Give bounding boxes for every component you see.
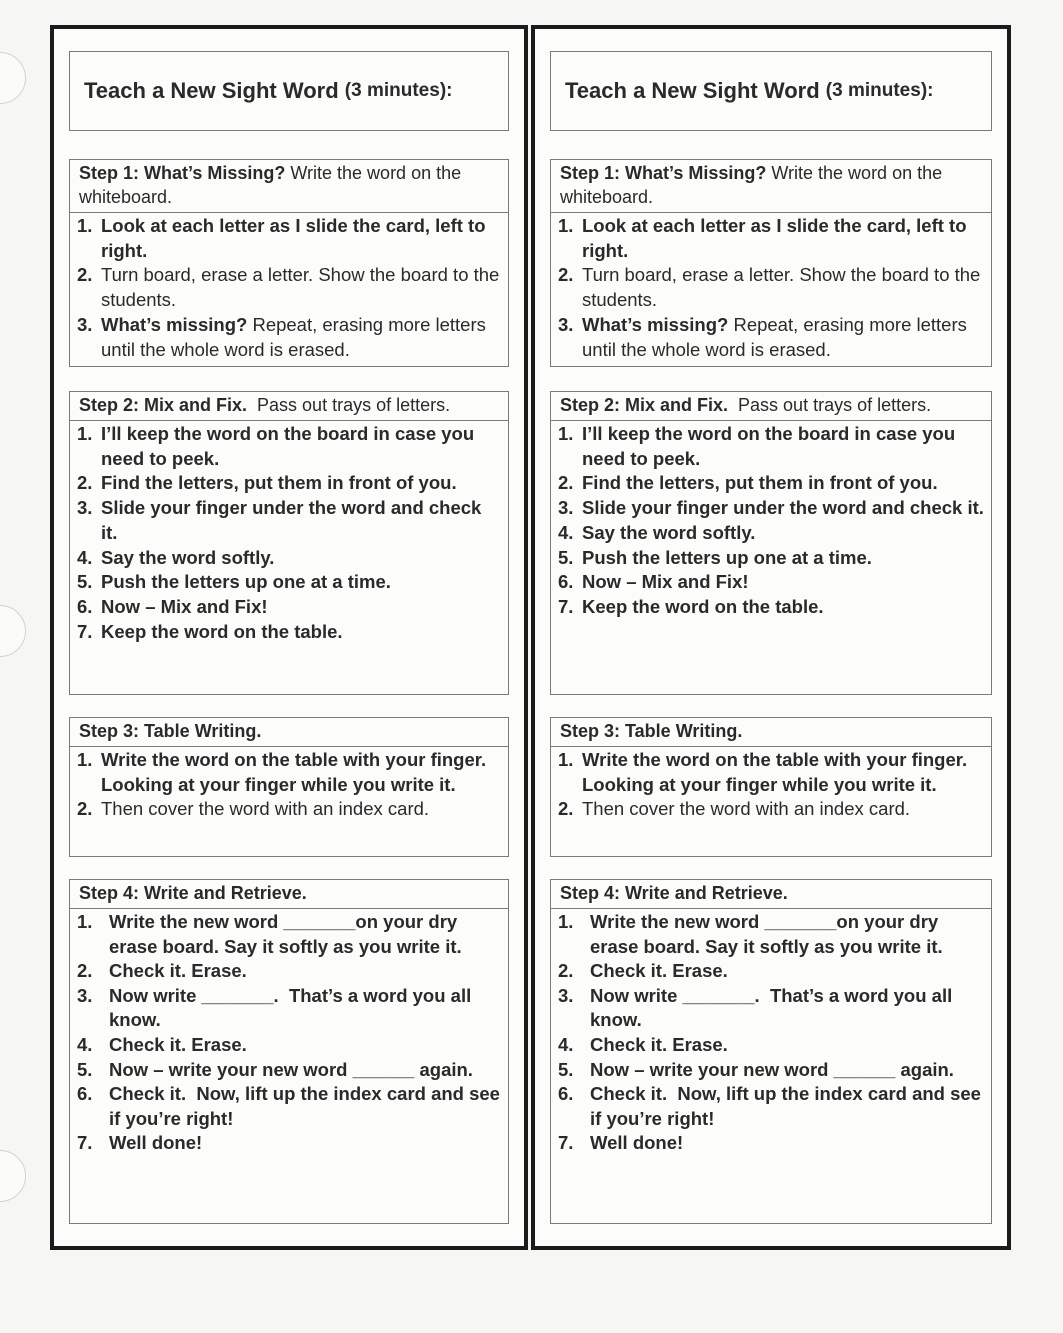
item-text <box>590 1131 985 1156</box>
page-title: Teach a New Sight Word <box>565 78 820 103</box>
item-number: 2. <box>558 798 574 820</box>
item-text <box>582 214 985 263</box>
bookmark-card-left <box>50 25 528 1250</box>
item-number: 5. <box>558 1058 574 1080</box>
item-text <box>582 471 985 496</box>
list-item <box>558 471 985 496</box>
item-text-part: Write the word on the table with your finger. Looking at your finger while you write it. <box>582 749 973 795</box>
item-number: 7. <box>558 1132 574 1154</box>
step-2-box <box>550 391 992 695</box>
list-item <box>77 471 502 496</box>
item-text-part: Repeat, erasing more letters until the whole word is erased. <box>582 313 973 360</box>
item-number: 2. <box>77 264 93 286</box>
title-box <box>69 51 509 131</box>
item-text <box>101 620 502 645</box>
item-text <box>101 546 502 571</box>
item-number: 3. <box>77 984 93 1006</box>
list-item <box>558 984 985 1033</box>
step-2-header <box>551 392 991 421</box>
item-text <box>582 797 985 822</box>
item-number: 3. <box>558 313 574 335</box>
item-text-part: Check it. Erase. <box>109 960 247 982</box>
step-3-box <box>69 717 509 857</box>
item-number: 7. <box>77 1132 93 1154</box>
list-item <box>558 595 985 620</box>
item-text <box>109 1131 502 1156</box>
list-item <box>77 496 502 545</box>
step-3-title: Step 3: Table Writing. <box>560 721 743 741</box>
item-text <box>101 214 502 263</box>
item-text <box>101 748 502 797</box>
list-item <box>77 1082 506 1131</box>
item-number: 4. <box>558 521 574 543</box>
step-2-box <box>69 391 509 695</box>
list-item <box>77 797 502 822</box>
list-item <box>558 263 985 312</box>
item-text-part: Now write _______. That’s a word you all know. <box>109 984 477 1031</box>
item-number: 3. <box>77 497 93 519</box>
list-item <box>558 214 985 263</box>
list-item <box>558 496 985 521</box>
step-1-header <box>551 160 991 213</box>
list-item <box>77 214 502 263</box>
item-text-part: What’s missing? <box>582 313 729 335</box>
item-text-part: Well done! <box>109 1132 203 1154</box>
item-text <box>590 1082 985 1131</box>
item-number: 2. <box>77 472 93 494</box>
item-number: 2. <box>558 472 574 494</box>
list-item <box>558 313 985 362</box>
step-1-list <box>70 213 508 362</box>
item-text <box>101 313 502 362</box>
step-1-box <box>69 159 509 367</box>
step-2-list <box>551 421 991 620</box>
item-text <box>590 910 985 959</box>
item-number: 5. <box>77 1058 93 1080</box>
item-text <box>582 263 985 312</box>
item-text <box>582 570 985 595</box>
step-4-list <box>70 909 508 1156</box>
item-number: 5. <box>558 546 574 568</box>
step-4-title: Step 4: Write and Retrieve. <box>79 883 307 903</box>
item-text-part: Keep the word on the table. <box>101 620 343 642</box>
step-4-box <box>69 879 509 1224</box>
item-text <box>582 521 985 546</box>
item-text <box>101 570 502 595</box>
item-text <box>109 1082 506 1131</box>
item-text-part: Push the letters up one at a time. <box>101 571 391 593</box>
item-text-part: Well done! <box>590 1132 684 1154</box>
step-2-title: Step 2: Mix and Fix. <box>79 395 248 415</box>
item-number: 1. <box>558 749 574 770</box>
step-4-header <box>70 880 508 909</box>
item-text-part: Look at each letter as I slide the card, left to right. <box>582 215 972 261</box>
item-number: 6. <box>77 1083 93 1105</box>
item-text <box>590 1058 985 1083</box>
list-item <box>77 546 502 571</box>
list-item <box>558 422 985 471</box>
item-text-part: Slide your finger under the word and check it. <box>582 497 984 519</box>
item-text <box>101 263 505 312</box>
step-3-list <box>70 747 508 822</box>
item-text-part: Repeat, erasing more letters until the whole word is erased. <box>101 313 492 360</box>
item-text <box>582 313 985 362</box>
item-number: 1. <box>558 911 574 932</box>
item-text-part: Push the letters up one at a time. <box>582 546 872 568</box>
item-number: 4. <box>77 1033 93 1055</box>
item-number: 1. <box>558 423 574 444</box>
list-item <box>558 797 985 822</box>
step-3-title: Step 3: Table Writing. <box>79 721 262 741</box>
list-item <box>558 910 985 959</box>
item-text <box>582 595 985 620</box>
item-text <box>101 496 502 545</box>
item-text-part: Check it. Erase. <box>590 960 728 982</box>
title-duration: (3 minutes) <box>344 80 447 101</box>
item-text-part: Now – Mix and Fix! <box>101 595 268 617</box>
item-text-part: Now – Mix and Fix! <box>582 571 749 593</box>
item-number: 4. <box>77 546 93 568</box>
title-colon: : <box>446 80 453 101</box>
list-item <box>558 1082 985 1131</box>
item-number: 2. <box>558 264 574 286</box>
list-item <box>77 620 502 645</box>
item-number: 3. <box>558 497 574 519</box>
item-text-part: Write the new word _______on your dry erase board. Say it softly as you write it. <box>109 911 463 957</box>
step-3-header <box>70 718 508 747</box>
item-text-part: Write the new word _______on your dry erase board. Say it softly as you write it. <box>590 911 944 957</box>
item-number: 1. <box>77 749 93 770</box>
step-4-header <box>551 880 991 909</box>
step-3-box <box>550 717 992 857</box>
item-text-part: I’ll keep the word on the board in case you need to peek. <box>101 423 480 469</box>
binder-hole-middle <box>0 605 26 657</box>
item-text <box>582 496 985 521</box>
list-item <box>558 546 985 571</box>
item-number: 2. <box>558 960 574 982</box>
step-3-list <box>551 747 991 822</box>
list-item <box>558 1131 985 1156</box>
step-1-title: Step 1: What’s Missing? <box>560 163 767 183</box>
item-text-part: Keep the word on the table. <box>582 595 824 617</box>
item-text <box>101 797 502 822</box>
item-number: 3. <box>558 984 574 1006</box>
list-item <box>558 570 985 595</box>
item-text <box>590 984 985 1033</box>
list-item <box>77 910 502 959</box>
item-text-part: What’s missing? <box>101 313 248 335</box>
item-number: 6. <box>558 1083 574 1105</box>
item-text <box>590 959 985 984</box>
item-number: 6. <box>558 571 574 593</box>
page-title: Teach a New Sight Word <box>84 78 339 103</box>
step-1-instruction: Write the word on the whiteboard. <box>79 163 467 207</box>
item-text <box>109 959 502 984</box>
item-text <box>582 546 985 571</box>
item-text <box>582 422 985 471</box>
item-text-part: Check it. Erase. <box>590 1033 728 1055</box>
item-text <box>109 910 502 959</box>
list-item <box>77 263 505 312</box>
item-number: 2. <box>77 960 93 982</box>
step-2-title: Step 2: Mix and Fix. <box>560 395 729 415</box>
item-text <box>109 1058 502 1083</box>
item-text-part: Check it. Now, lift up the index card and see if you’re right! <box>109 1083 506 1129</box>
step-2-instruction: Pass out trays of letters. <box>247 395 451 415</box>
title-box <box>550 51 992 131</box>
step-1-list <box>551 213 991 362</box>
step-4-box <box>550 879 992 1224</box>
item-number: 1. <box>77 423 93 444</box>
list-item <box>558 1033 985 1058</box>
list-item <box>558 521 985 546</box>
item-text-part: Turn board, erase a letter. Show the board to the students. <box>101 264 505 311</box>
list-item <box>77 1131 502 1156</box>
item-number: 2. <box>77 798 93 820</box>
item-text-part: Now write _______. That’s a word you all know. <box>590 984 958 1031</box>
list-item <box>77 959 502 984</box>
step-1-title: Step 1: What’s Missing? <box>79 163 286 183</box>
item-text-part: Then cover the word with an index card. <box>582 798 911 820</box>
item-number: 4. <box>558 1033 574 1055</box>
item-number: 1. <box>77 215 93 236</box>
list-item <box>77 1058 502 1083</box>
list-item <box>77 1033 502 1058</box>
list-item <box>77 570 502 595</box>
list-item <box>77 595 502 620</box>
bookmark-card-right <box>531 25 1011 1250</box>
step-2-instruction: Pass out trays of letters. <box>728 395 932 415</box>
step-4-title: Step 4: Write and Retrieve. <box>560 883 788 903</box>
item-text <box>109 1033 502 1058</box>
item-text-part: Then cover the word with an index card. <box>101 798 430 820</box>
item-text-part: I’ll keep the word on the board in case you need to peek. <box>582 423 961 469</box>
list-item <box>558 748 985 797</box>
binder-hole-top <box>0 52 26 104</box>
list-item <box>77 313 502 362</box>
step-1-instruction: Write the word on the whiteboard. <box>560 163 948 207</box>
list-item <box>558 1058 985 1083</box>
item-number: 7. <box>558 595 574 617</box>
item-text <box>590 1033 985 1058</box>
binder-hole-bottom <box>0 1150 26 1202</box>
step-3-header <box>551 718 991 747</box>
item-text-part: Find the letters, put them in front of you. <box>582 472 938 494</box>
item-text-part: Now – write your new word ______ again. <box>590 1058 954 1080</box>
item-number: 7. <box>77 620 93 642</box>
step-1-box <box>550 159 992 367</box>
item-text <box>101 422 502 471</box>
item-number: 1. <box>77 911 93 932</box>
title-duration: (3 minutes) <box>825 80 928 101</box>
item-number: 1. <box>558 215 574 236</box>
item-number: 3. <box>77 313 93 335</box>
item-text-part: Say the word softly. <box>582 521 756 543</box>
item-text-part: Now – write your new word ______ again. <box>109 1058 473 1080</box>
item-text-part: Slide your finger under the word and check it. <box>101 497 487 543</box>
step-2-list <box>70 421 508 644</box>
item-text-part: Look at each letter as I slide the card, left to right. <box>101 215 491 261</box>
step-2-header <box>70 392 508 421</box>
item-number: 5. <box>77 571 93 593</box>
title-colon: : <box>927 80 934 101</box>
list-item <box>77 422 502 471</box>
item-text <box>101 595 502 620</box>
item-text-part: Turn board, erase a letter. Show the board to the students. <box>582 264 986 311</box>
item-text <box>109 984 502 1033</box>
step-1-header <box>70 160 508 213</box>
item-text <box>582 748 985 797</box>
list-item <box>77 748 502 797</box>
item-text-part: Say the word softly. <box>101 546 275 568</box>
list-item <box>77 984 502 1033</box>
item-number: 6. <box>77 595 93 617</box>
item-text-part: Write the word on the table with your finger. Looking at your finger while you write it. <box>101 749 492 795</box>
item-text-part: Find the letters, put them in front of you. <box>101 472 457 494</box>
item-text-part: Check it. Now, lift up the index card and see if you’re right! <box>590 1083 987 1129</box>
list-item <box>558 959 985 984</box>
step-4-list <box>551 909 991 1156</box>
item-text-part: Check it. Erase. <box>109 1033 247 1055</box>
item-text <box>101 471 502 496</box>
